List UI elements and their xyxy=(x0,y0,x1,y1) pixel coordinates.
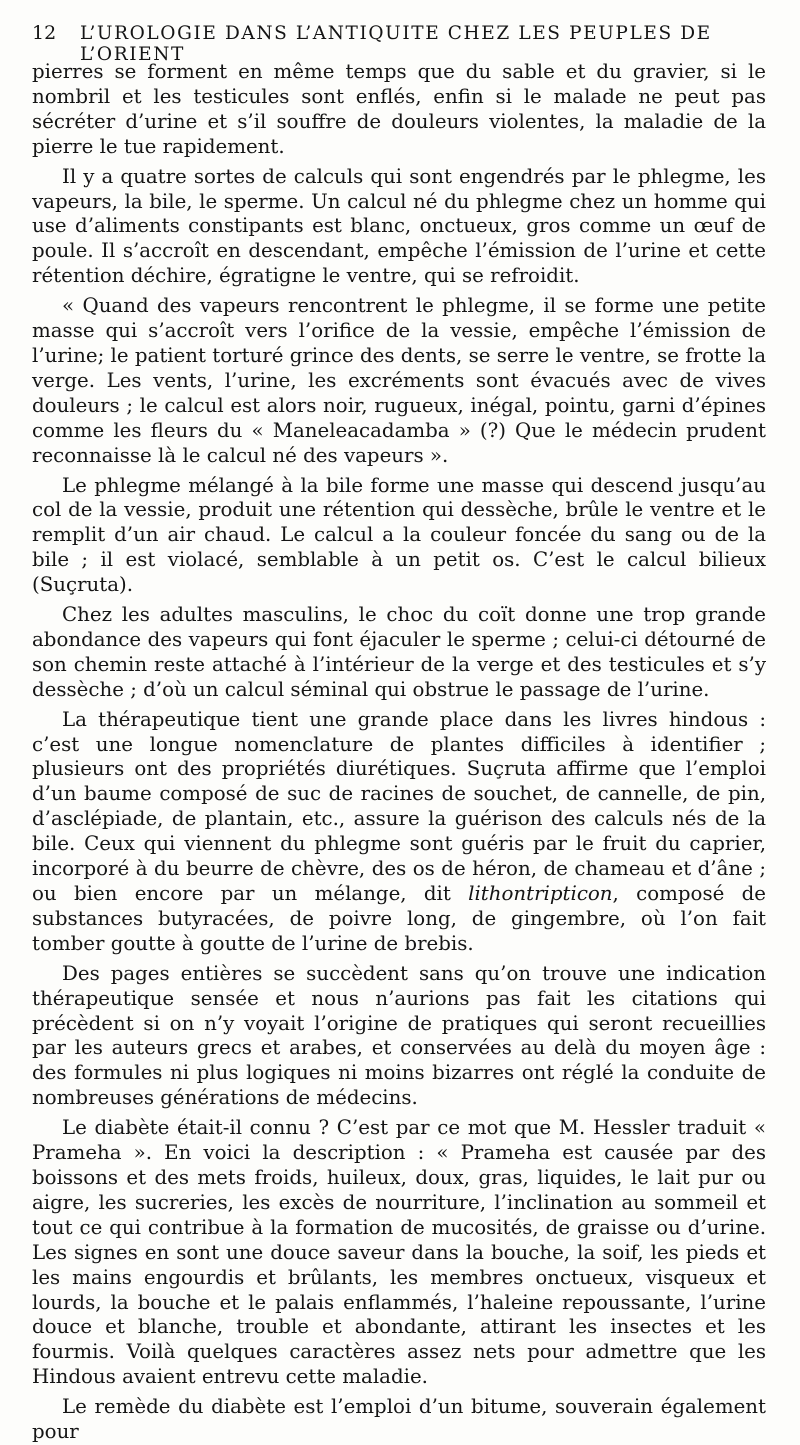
therapy-term: lithontripticon xyxy=(468,882,613,905)
paragraph-vapours-quote: « Quand des vapeurs rencontrent le phlegme, il se forme une petite masse qui s’accroît vers l’orifice de la vessie, empêche l’émission de l’urine; le patient torturé grince des dents, se serre le ventre, se frotte la verge. Les vents, l’urine, les excréments sont évacués avec de vives douleurs ; le calcul est alors noir, rugueux, inégal, pointu, garni d’épines comme les fleurs du « Maneleacadamba » (?) Que le médecin prudent reconnaisse là le calcul né des vapeurs ». xyxy=(32,294,766,467)
paragraph-seminal-calculus: Chez les adultes masculins, le choc du coït donne une trop grande abondance des vapeurs qui font éjaculer le sperme ; celui-ci détourné de son chemin reste attaché à l’intérieur de la verge et des testicules et s’y dessèche ; d’où un calcul séminal qui obstrue le passage de l’urine. xyxy=(32,603,766,701)
body-text xyxy=(32,60,766,1445)
paragraph-calculus-types: Il y a quatre sortes de calculs qui sont engendrés par le phlegme, les vapeurs, la bile, le sperme. Un calcul né du phlegme chez un homme qui use d’aliments constipants est blanc, onctueux, gros comme un œuf de poule. Il s’accroît en descendant, empêche l’émission de l’urine et cette rétention déchire, égratigne le ventre, qui se refroidit. xyxy=(32,164,766,288)
paragraph-diabetes-remedy: Le remède du diabète est l’emploi d’un bitume, souverain également pour xyxy=(32,1395,766,1444)
paragraph-bile-calculus: Le phlegme mélangé à la bile forme une masse qui descend jusqu’au col de la vessie, produit une rétention qui dessèche, brûle le ventre et le remplit d’un air chaud. Le calcul a la couleur foncée du sang ou de la bile ; il est violacé, semblable à un petit os. C’est le calcul bilieux (Suçruta). xyxy=(32,473,766,597)
paragraph-therapeutics xyxy=(32,708,766,957)
paragraph-diabetes: Le diabète était-il connu ? C’est par ce mot que M. Hessler traduit « Prameha ». En voici la description : « Prameha est causée par des boissons et des mets froids, huileux, doux, gras, liquides, le lait pur ou aigre, les sucreries, les excès de nourriture, l’inclination au sommeil et tout ce qui contribue à la formation de mucosités, de graisse ou d’urine. Les signes en sont une douce saveur dans la bouche, la soif, les pieds et les mains engourdis et brûlants, les membres onctueux, visqueux et lourds, la bouche et le palais enflammés, l’haleine repoussante, l’urine douce et blanche, trouble et abondante, attirant les insectes et les fourmis. Voilà quelques caractères assez nets pour admettre que les Hindous avaient entrevu cette maladie. xyxy=(32,1116,766,1389)
running-title: L’UROLOGIE DANS L’ANTIQUITE CHEZ LES PEUPLES DE L’ORIENT xyxy=(80,23,712,65)
therapy-text-start: La thérapeutique tient une grande place dans les livres hindous : c’est une longue nomenclature de plantes difficiles à identifier ; plusieurs ont des propriétés diurétiques. Suçruta affirme que l’emploi d’un baume composé de suc de racines de souchet, de cannelle, de pin, d’asclépiade, de plantain, etc., assure la guérison des calculs nés de la bile. Ceux qui viennent du phlegme sont guéris par le fruit du caprier, incorporé à du beurre de chèvre, des os de héron, de chameau et d’âne ; ou bien encore par un mélange, dit xyxy=(32,707,766,905)
therapy-text-end: , composé de substances butyracées, de poivre long, de gingembre, où l’on fait tomber goutte à goutte de l’urine de brebis. xyxy=(32,882,766,955)
paragraph-formulas: Des pages entières se succèdent sans qu’on trouve une indication thérapeutique sensée et nous n’aurions pas fait les citations qui précèdent si on n’y voyait l’origine de pratiques qui seront recueillies par les auteurs grecs et arabes, et conservées au delà du moyen âge : des formules ni plus logiques ni moins bizarres ont réglé la conduite de nombreuses générations de médecins. xyxy=(32,961,766,1110)
paragraph-continuation: pierres se forment en même temps que du sable et du gravier, si le nombril et les testicules sont enflés, enfin si le malade ne peut pas sécréter d’urine et s’il souffre de douleurs violentes, la maladie de la pierre le tue rapidement. xyxy=(32,60,766,158)
page-number: 12 xyxy=(32,22,57,44)
running-header xyxy=(32,22,766,65)
